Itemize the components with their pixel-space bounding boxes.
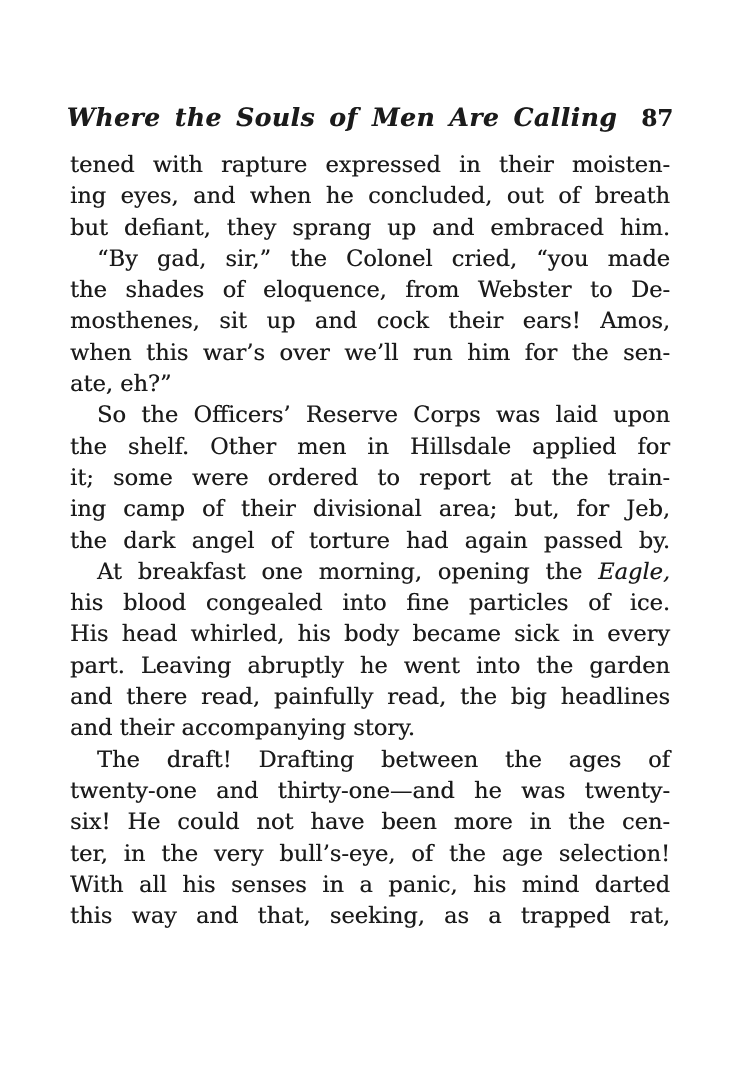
text-line: With all his senses in a panic, his mind darted bbox=[70, 871, 670, 898]
running-header-title: Where the Souls of Men Are Calling bbox=[66, 103, 618, 132]
text-line: his blood congealed into fine particles of ice. bbox=[70, 590, 670, 617]
text-line: “By gad, sir,” the Colonel cried, “you made bbox=[97, 245, 670, 272]
text-line: part. Leaving abruptly he went into the garden bbox=[70, 652, 670, 679]
text-line: twenty-one and thirty-one—and he was twenty- bbox=[70, 777, 670, 804]
text-line: tened with rapture expressed in their moisten- bbox=[70, 152, 670, 178]
text-line: At breakfast one morning, opening the Eagle, bbox=[97, 558, 670, 585]
text-line: the shelf. Other men in Hillsdale applied for bbox=[70, 433, 670, 460]
paragraph bbox=[70, 400, 670, 556]
running-header bbox=[66, 103, 674, 132]
italic-text: Eagle, bbox=[598, 558, 670, 585]
text-line: when this war’s over we’ll run him for the sen- bbox=[70, 339, 670, 366]
text-line: So the Officers’ Reserve Corps was laid upon bbox=[97, 402, 670, 429]
text-line: but defiant, they sprang up and embraced him. bbox=[70, 214, 670, 241]
text-line: ter, in the very bull’s-eye, of the age selection! bbox=[70, 840, 670, 867]
text-line: His head whirled, his body became sick in every bbox=[70, 621, 670, 648]
text-line: ing camp of their divisional area; but, for Jeb, bbox=[70, 496, 670, 523]
text-line: this way and that, seeking, as a trapped rat, bbox=[70, 903, 670, 930]
text-line: and there read, painfully read, the big headlines bbox=[70, 684, 670, 711]
text-line: it; some were ordered to report at the train- bbox=[70, 464, 670, 491]
text-line: the shades of eloquence, from Webster to De- bbox=[70, 277, 670, 304]
paragraph bbox=[70, 745, 670, 933]
paragraph bbox=[70, 150, 670, 244]
text-line: and their accompanying story. bbox=[70, 715, 415, 742]
paragraph bbox=[70, 557, 670, 745]
paragraph bbox=[70, 244, 670, 400]
text-line: mosthenes, sit up and cock their ears! Amos, bbox=[70, 308, 670, 335]
body-text bbox=[70, 150, 670, 932]
page-number: 87 bbox=[641, 105, 674, 132]
text-line: ate, eh?” bbox=[70, 371, 172, 398]
text-line: the dark angel of torture had again passed by. bbox=[70, 527, 670, 554]
text-line: six! He could not have been more in the cen- bbox=[70, 809, 670, 836]
text-line: The draft! Drafting between the ages of bbox=[97, 746, 670, 773]
text-line: ing eyes, and when he concluded, out of breath bbox=[70, 183, 670, 210]
